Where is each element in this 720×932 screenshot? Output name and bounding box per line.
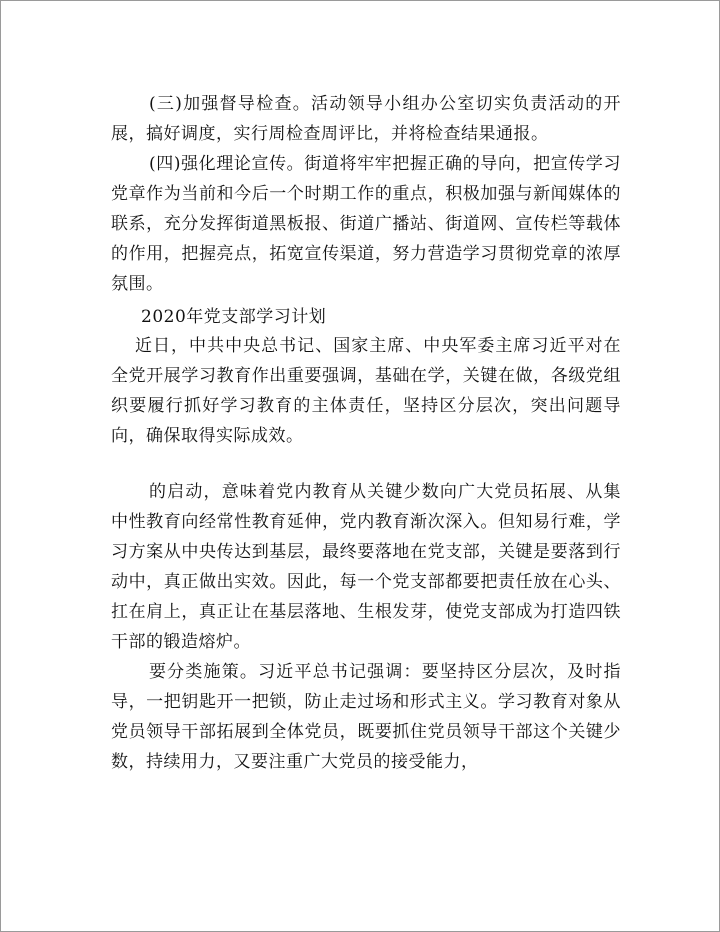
- paragraph-propaganda: (四)强化理论宣传。街道将牢牢把握正确的导向，把宣传学习党章作为当前和今后一个时期工作的重点，积极加强与新闻媒体的联系，充分发挥街道黑板报、街道广播站、街道网、宣传栏等载体的作用，把握亮点，拓宽宣传渠道，努力营造学习贯彻党章的浓厚氛围。: [111, 154, 621, 294]
- document-content: [111, 89, 621, 777]
- paragraph-gap: [111, 451, 621, 477]
- paragraph-classified-policy: 要分类施策。习近平总书记强调：要坚持区分层次，及时指导，一把钥匙开一把锁，防止走过场和形式主义。学习教育对象从党员领导干部拓展到全体党员，既要抓住党员领导干部这个关键少数，持续用力，又要注重广大党员的接受能力，: [111, 662, 621, 772]
- paragraph-supervision: (三)加强督导检查。活动领导小组办公室切实负责活动的开展，搞好调度，实行周检查周评比，并将检查结果通报。: [111, 94, 621, 144]
- paragraph-launch: 的启动，意味着党内教育从关键少数向广大党员拓展、从集中性教育向经常性教育延伸，党内教育渐次深入。但知易行难，学习方案从中央传达到基层，最终要落地在党支部，关键是要落到行动中，真正做出实效。因此，每一个党支部都要把责任放在心头、扛在肩上，真正让在基层落地、生根发芽，使党支部成为打造四铁干部的锻造熔炉。: [111, 482, 621, 652]
- section-title: 2020年党支部学习计划: [141, 307, 327, 327]
- paragraph-intro: 近日，中共中央总书记、国家主席、中央军委主席习近平对在全党开展学习教育作出重要强调，基础在学，关键在做，各级党组织要履行抓好学习教育的主体责任，坚持区分层次，突出问题导向，确保取得实际成效。: [111, 336, 621, 446]
